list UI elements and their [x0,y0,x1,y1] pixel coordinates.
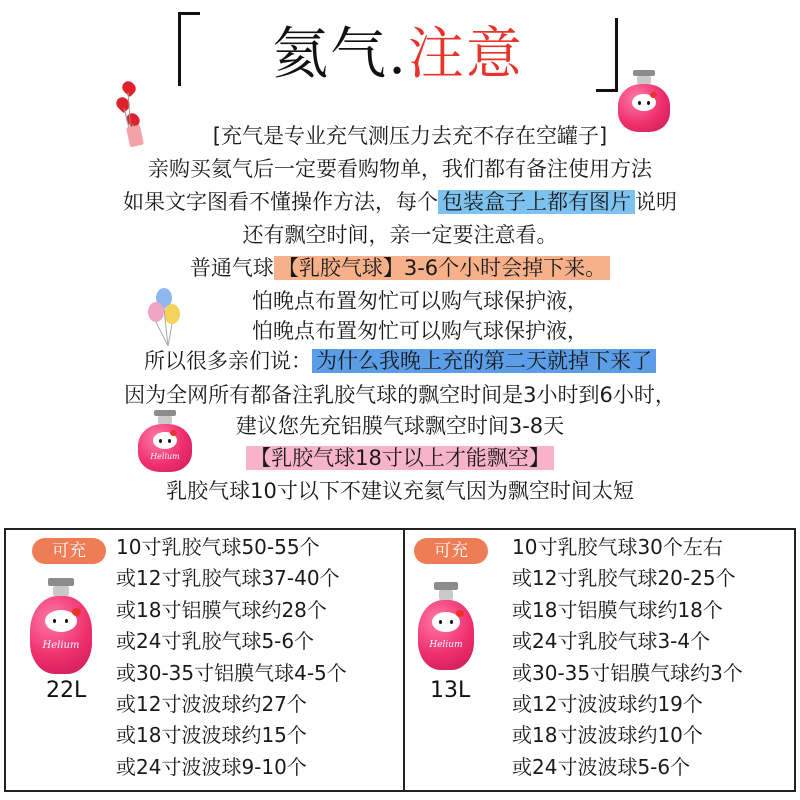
notice-line-4: 还有飘空时间，亲一定要注意看。 [242,223,558,247]
notice-line-6: 怕晚点布置匆忙可以购气球保护液， [252,289,588,313]
helium-tank-icon [30,578,92,674]
tank-label: Helium [42,640,80,651]
list-item: 或24寸乳胶气球3-4个 [512,629,711,654]
list-item: 或18寸波波球约10个 [512,723,703,748]
list-item: 10寸乳胶气球30个左右 [512,535,723,559]
list-item: 或30-35寸铝膜气球4-5个 [116,660,347,685]
balloon-count-list [512,532,743,783]
notice-line-11 [0,444,800,472]
notice-line-7: 怕晚点布置匆忙可以购气球保护液， [252,319,588,343]
list-item: 或18寸波波球约15个 [116,723,307,748]
capacity-table [4,528,796,792]
notice-line-9: 因为全网所有都备注乳胶气球的飘空时间是3小时到6小时， [124,383,676,407]
page-title [178,22,618,88]
list-item: 或12寸波波球约19个 [512,692,703,717]
notice-line-12: 乳胶气球10寸以下不建议充氦气因为飘空时间太短 [166,479,634,503]
table-divider [403,530,405,790]
notice-line-8-a: 所以很多亲们说： [144,349,312,373]
title-black-text: 氦气. [272,22,408,87]
notice-line-5-highlight: 【乳胶气球】3-6个小时会掉下来。 [274,256,610,280]
notice-line-8-highlight: 为什么我晚上充的第二天就掉下来了 [312,349,656,373]
list-item: 或12寸乳胶气球37-40个 [116,566,340,591]
list-item: 或12寸乳胶气球20-25个 [512,566,736,591]
refill-badge: 可充 [414,538,488,564]
notice-line-5-a: 普通气球 [189,256,274,280]
notice-line-5 [0,254,800,282]
list-item: 或18寸铝膜气球约28个 [116,597,327,622]
notice-line-3-highlight: 包装盒子上都有图片 [438,190,635,214]
refill-badge: 可充 [32,538,106,564]
list-item: 或12寸波波球约27个 [116,692,307,717]
notice-line-3-a: 如果文字图看不懂操作方法，每个 [123,190,438,214]
list-item: 10寸乳胶气球50-55个 [116,535,320,559]
title-frame [178,12,618,92]
helium-tank-icon [418,582,474,670]
notice-line-2: 亲购买氦气后一定要看购物单，我们都有备注使用方法 [148,157,652,181]
notice-line-1: [充气是专业充气测压力去充不存在空罐子] [212,124,608,148]
tank-label: Helium [429,640,463,650]
notice-line-10: 建议您先充铝膜气球飘空时间3-8天 [235,414,565,438]
notice-line-3 [0,188,800,216]
list-item: 或24寸波波球9-10个 [116,754,307,779]
list-item: 或18寸铝膜气球约18个 [512,597,723,622]
balloon-count-list [116,532,347,783]
list-item: 或24寸波波球5-6个 [512,754,691,779]
title-red-text: 注意 [407,22,524,87]
capacity-label: 13L [430,678,471,703]
capacity-label: 22L [46,678,87,703]
list-item: 或24寸乳胶气球5-6个 [116,629,315,654]
tank-label: Helium [150,452,180,461]
notice-line-11-highlight: 【乳胶气球18寸以上才能飘空】 [246,446,554,470]
list-item: 或30-35寸铝膜气球约3个 [512,660,743,685]
notice-line-3-b: 说明 [635,190,677,214]
notice-line-8 [0,347,800,375]
